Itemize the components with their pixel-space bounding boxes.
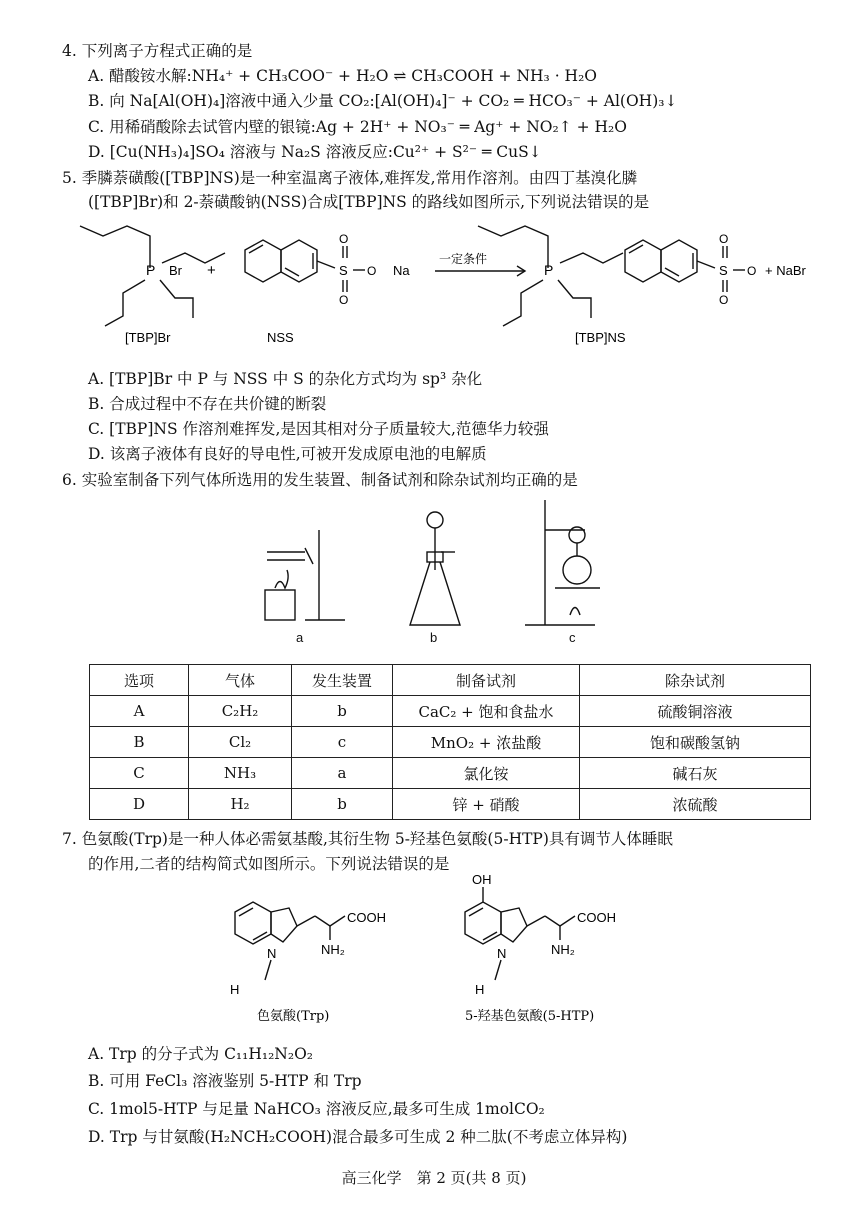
htp-h: H	[475, 982, 485, 997]
svg-text:S: S	[339, 263, 348, 278]
q5-option-a: A. [TBP]Br 中 P 与 NSS 中 S 的杂化方式均为 sp³ 杂化	[88, 370, 483, 388]
q5-option-c: C. [TBP]NS 作溶剂难挥发,是因其相对分子质量较大,范德华力较强	[88, 420, 549, 438]
table-header-row	[90, 665, 811, 696]
trp-cooh: COOH	[347, 910, 386, 925]
svg-text:S: S	[719, 263, 728, 278]
bromide-label: Br	[169, 263, 182, 278]
arrow-condition: 一定条件	[439, 252, 488, 266]
header-reagent: 制备试剂	[393, 665, 580, 696]
table-row: A C₂H₂ b CaC₂ + 饱和食盐水 硫酸铜溶液	[90, 696, 811, 727]
svg-text:O: O	[719, 293, 729, 307]
q7-option-c: C. 1mol5-HTP 与足量 NaHCO₃ 溶液反应,最多可生成 1molCO₂	[88, 1100, 545, 1118]
q6-stem: 6. 实验室制备下列气体所选用的发生装置、制备试剂和除杂试剂均正确的是	[62, 471, 578, 489]
table-row: B Cl₂ c MnO₂ + 浓盐酸 饱和碳酸氢钠	[90, 727, 811, 758]
svg-text:O: O	[747, 264, 757, 278]
q7-option-a: A. Trp 的分子式为 C₁₁H₁₂N₂O₂	[88, 1045, 314, 1063]
header-apparatus: 发生装置	[292, 665, 393, 696]
q5-stem-line1: 5. 季膦萘磺酸([TBP]NS)是一种室温离子液体,难挥发,常用作溶剂。由四丁基溴化膦	[62, 169, 638, 187]
label-nss: NSS	[267, 330, 294, 345]
q5-option-b: B. 合成过程中不存在共价键的断裂	[88, 395, 327, 413]
header-purifier: 除杂试剂	[580, 665, 811, 696]
trp-label: 色氨酸(Trp)	[257, 1009, 330, 1024]
q7-option-d: D. Trp 与甘氨酸(H₂NCH₂COOH)混合最多可生成 2 种二肽(不考虑立体异构)	[88, 1128, 628, 1146]
apparatus-label-b: b	[430, 630, 438, 645]
q5-stem-line2: ([TBP]Br)和 2-萘磺酸钠(NSS)合成[TBP]NS 的路线如图所示,下列说法错误的是	[88, 193, 650, 211]
apparatus-a-block	[265, 590, 295, 620]
q4-stem: 4. 下列离子方程式正确的是	[62, 42, 253, 60]
q4-option-c: C. 用稀硝酸除去试管内壁的银镜:Ag + 2H⁺ + NO₃⁻ ═ Ag⁺ + NO₂↑ + H₂O	[88, 118, 627, 136]
q4-option-d: D. [Cu(NH₃)₄]SO₄ 溶液与 Na₂S 溶液反应:Cu²⁺ + S²⁻ ═ CuS↓	[88, 143, 542, 161]
svg-text:O: O	[339, 232, 349, 246]
label-tbpbr: [TBP]Br	[125, 330, 171, 345]
svg-text:O: O	[339, 293, 349, 307]
q4-option-a: A. 醋酸铵水解:NH₄⁺ + CH₃COO⁻ + H₂O ⇌ CH₃COOH + NH₃ · H₂O	[88, 67, 597, 85]
q6-apparatus-figure	[255, 490, 615, 650]
htp-oh: OH	[472, 872, 492, 887]
phosphorus-label-2: P	[544, 262, 554, 278]
svg-text:O: O	[719, 232, 729, 246]
htp-label: 5-羟基色氨酸(5-HTP)	[465, 1009, 595, 1024]
plus-sign-1: +	[207, 262, 216, 279]
q5-reaction-scheme	[65, 218, 825, 358]
q7-stem-line2: 的作用,二者的结构简式如图所示。下列说法错误的是	[88, 855, 450, 873]
table-row: C NH₃ a 氯化铵 碱石灰	[90, 758, 811, 789]
trp-h: H	[230, 982, 240, 997]
q7-option-b: B. 可用 FeCl₃ 溶液鉴别 5-HTP 和 Trp	[88, 1072, 362, 1090]
htp-nh2: NH₂	[551, 942, 575, 957]
apparatus-label-a: a	[296, 630, 304, 645]
label-tbpns: [TBP]NS	[575, 330, 626, 345]
trp-nh2: NH₂	[321, 942, 345, 957]
plus-nabr: + NaBr	[765, 263, 806, 278]
header-gas: 气体	[189, 665, 292, 696]
q7-stem-line1: 7. 色氨酸(Trp)是一种人体必需氨基酸,其衍生物 5-羟基色氨酸(5-HTP)具有调节人体睡眠	[62, 830, 673, 848]
sodium-label: Na	[393, 263, 410, 278]
q6-table	[89, 664, 811, 820]
q4-option-b: B. 向 Na[Al(OH)₄]溶液中通入少量 CO₂:[Al(OH)₄]⁻ + CO₂ ═ HCO₃⁻ + Al(OH)₃↓	[88, 92, 678, 110]
header-option: 选项	[90, 665, 189, 696]
q5-option-d: D. 该离子液体有良好的导电性,可被开发成原电池的电解质	[88, 445, 487, 463]
q7-structures	[215, 872, 655, 1032]
htp-n: N	[497, 946, 507, 961]
trp-n: N	[267, 946, 277, 961]
page-footer: 高三化学 第 2 页(共 8 页)	[341, 1169, 527, 1187]
htp-cooh: COOH	[577, 910, 616, 925]
svg-text:O: O	[367, 264, 377, 278]
apparatus-label-c: c	[569, 630, 576, 645]
phosphorus-label-1: P	[146, 262, 156, 278]
table-row: D H₂ b 锌 + 硝酸 浓硫酸	[90, 789, 811, 820]
